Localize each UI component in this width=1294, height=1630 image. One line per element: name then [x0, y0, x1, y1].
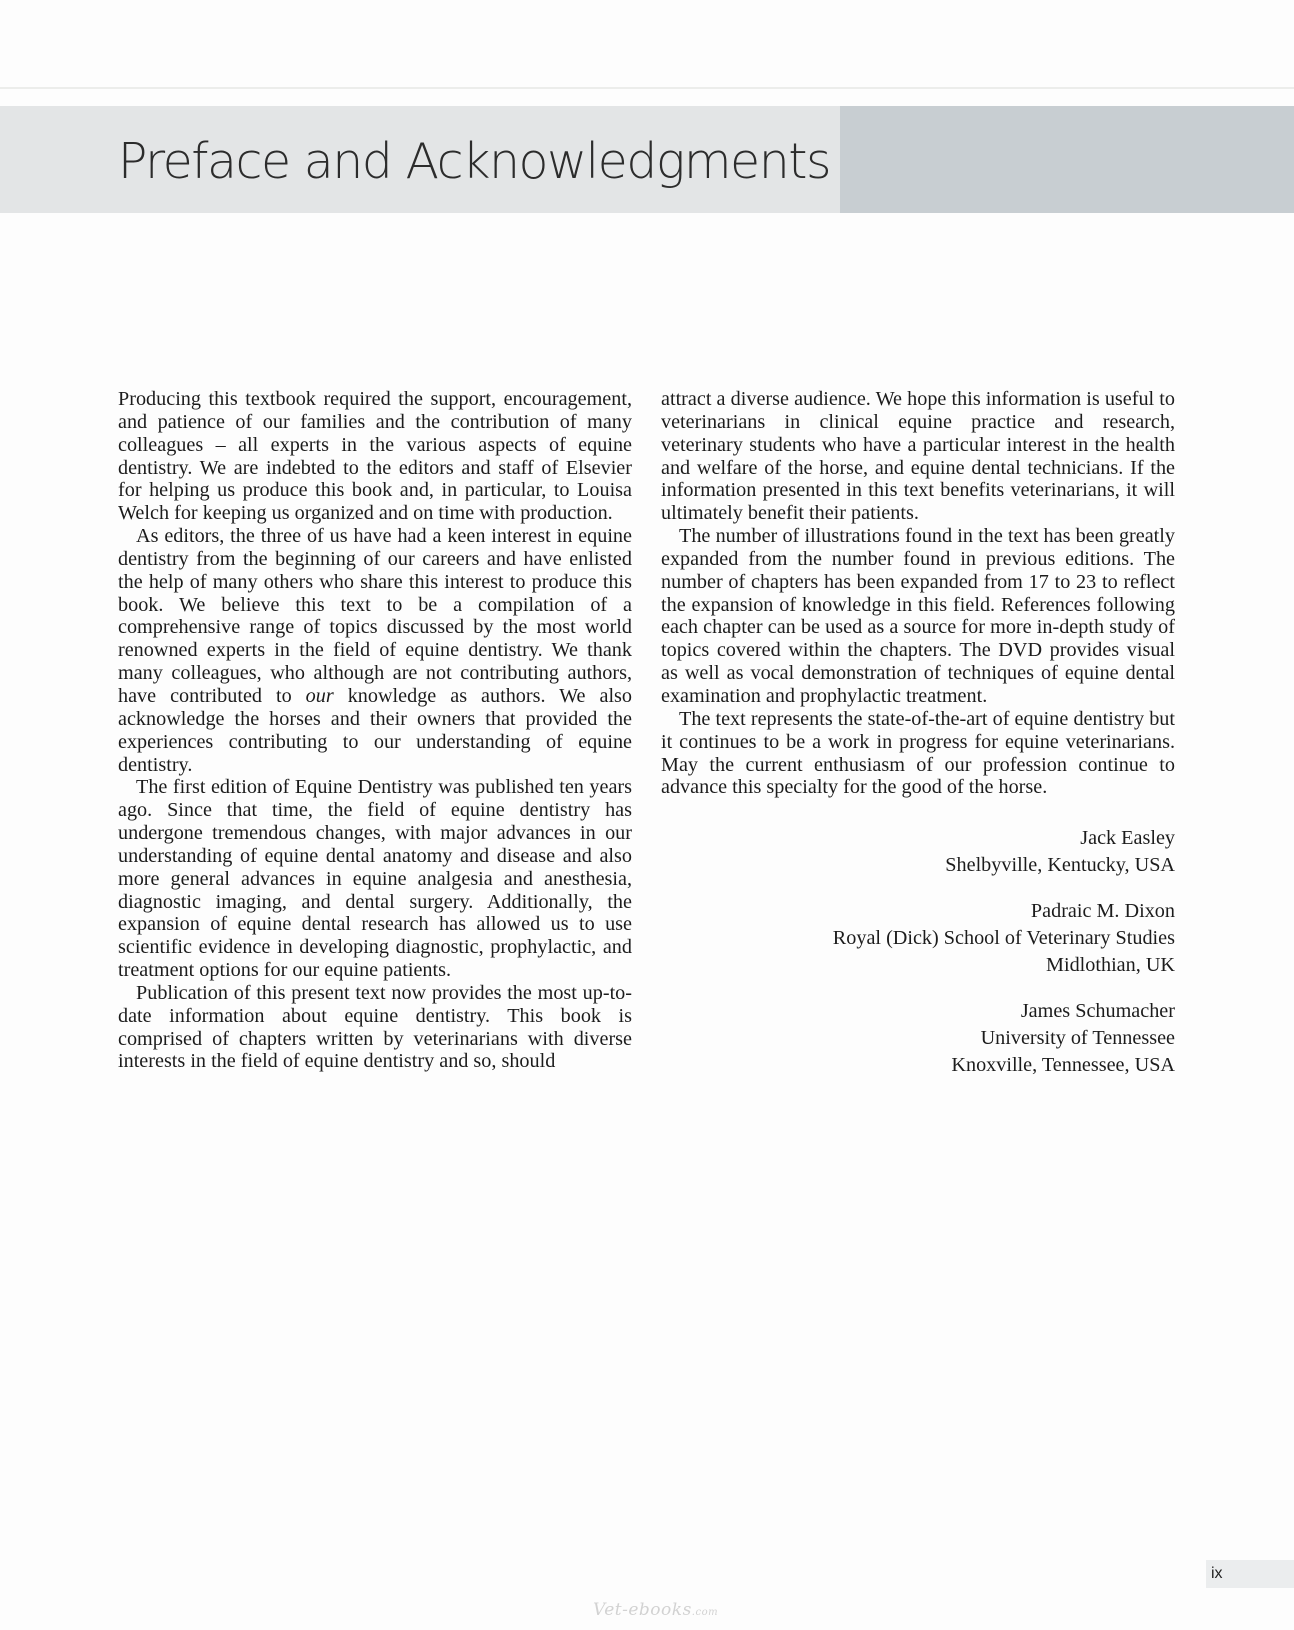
- watermark-text: Vet-ebooks: [593, 1600, 692, 1620]
- page-title: Preface and Acknowledgments: [117, 133, 830, 190]
- paragraph-text: As editors, the three of us have had a keen interest in equine dentistry from the beginning of our careers and have enlisted the help of many others who share this interest to produce this book. We believe this text to be a compilation of a comprehensive range of topics discussed by the most world renowned experts in the field of equine dentistry. We thank many colleagues, who although are not contributing authors, have contributed to: [118, 525, 632, 707]
- title-band-accent: [840, 106, 1294, 213]
- signature-location: Midlothian, UK: [1046, 954, 1175, 977]
- signature-affiliation: University of Tennessee: [980, 1027, 1175, 1050]
- signature-block: [661, 998, 1175, 1079]
- paragraph-text: knowledge as authors. We also acknowledge the horses and their owners that provided the experiences contributing to our understanding of equine dentistry.: [118, 684, 633, 776]
- paragraph-support: Producing this textbook required the support, encouragement, and patience of our families and the contribution of many colleagues – all experts in the various aspects of equine dentistry. We are indebted to the editors and staff of Elsevier for helping us produce this book and, in particular, to Louisa Welch for keeping us organized and on time with production.: [118, 388, 632, 525]
- signature-block: [661, 898, 1175, 979]
- paragraph-editors: [118, 525, 632, 776]
- top-rule: [0, 87, 1294, 89]
- paragraph-state-of-the-art: The text represents the state-of-the-art of equine dentistry but it continues to be a work in progress for equine veterinarians. May the current enthusiasm of our profession continue to advance this specialty for the good of the horse.: [661, 707, 1175, 799]
- page-number: ix: [1211, 1565, 1223, 1582]
- italic-word: our: [305, 684, 334, 707]
- signatures: [661, 825, 1175, 1079]
- watermark: [593, 1600, 718, 1620]
- signature-name: Padraic M. Dixon: [1030, 900, 1175, 923]
- signature-affiliation: Royal (Dick) School of Veterinary Studies: [832, 927, 1175, 950]
- watermark-suffix: .com: [691, 1607, 719, 1618]
- paragraph-illustrations: The number of illustrations found in the text has been greatly expanded from the number found in previous editions. The number of chapters has been expanded from 17 to 23 to reflect the expansion of knowledge in this field. References following each chapter can be used as a source for more in-depth study of topics covered within the chapters. The DVD provides visual as well as vocal demonstration of techniques of equine dental examination and prophylactic treatment.: [661, 525, 1175, 707]
- paragraph-publication: Publication of this present text now provides the most up-to-date information about equine dentistry. This book is comprised of chapters written by veterinarians with diverse interests in the field of equine dentistry and so, should: [118, 981, 632, 1073]
- left-column: [118, 388, 632, 1073]
- signature-location: Knoxville, Tennessee, USA: [951, 1054, 1175, 1077]
- signature-location: Shelbyville, Kentucky, USA: [945, 854, 1175, 877]
- paragraph-first-edition: The first edition of Equine Dentistry was published ten years ago. Since that time, the field of equine dentistry has undergone tremendous changes, with major advances in our understanding of equine dental anatomy and disease and also more general advances in equine analgesia and anesthesia, diagnostic imaging, and dental surgery. Additionally, the expansion of equine dental research has allowed us to use scientific evidence in developing diagnostic, prophylactic, and treatment options for our equine patients.: [118, 776, 632, 982]
- signature-name: Jack Easley: [1080, 827, 1175, 850]
- paragraph-audience: attract a diverse audience. We hope this information is useful to veterinarians in clinical equine practice and research, veterinary students who have a particular interest in the health and welfare of the horse, and equine dental technicians. If the information presented in this text benefits veterinarians, it will ultimately benefit their patients.: [661, 388, 1175, 525]
- signature-name: James Schumacher: [1020, 1000, 1175, 1023]
- signature-block: [661, 825, 1175, 879]
- right-column: [661, 388, 1175, 1079]
